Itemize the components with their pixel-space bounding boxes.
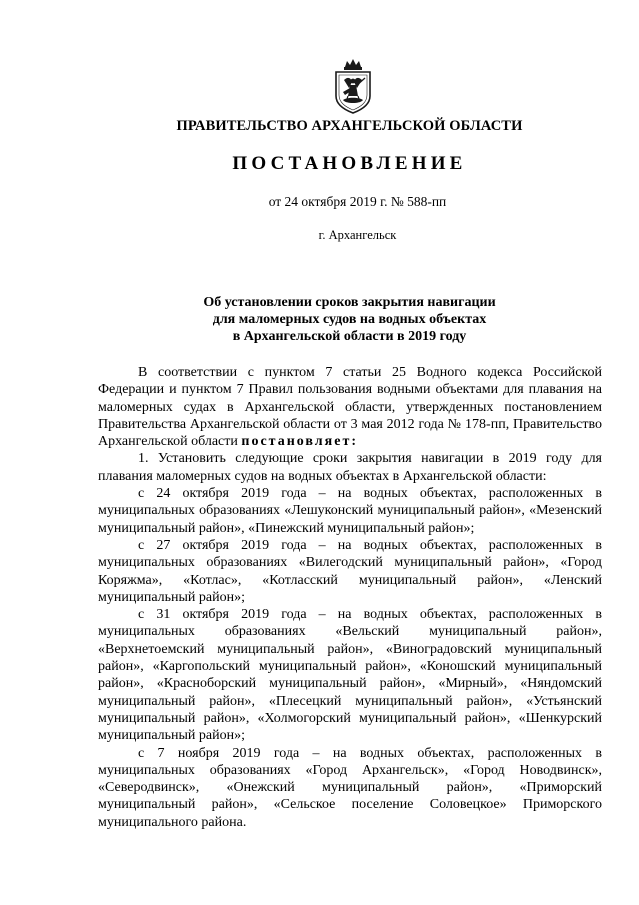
subject-line: для маломерных судов на водных объектах <box>212 312 487 327</box>
deadline-paragraph: с 7 ноября 2019 года – на водных объектах, расположенных в муниципальных образованиях «Город Архангельск», «Город Новодвинск», «Северодвинск», «Онежский муниципальный район», «Приморский муниципальный район», «Сельское поселение Соловецкое» Приморского муниципального района. <box>98 745 602 830</box>
document-city: г. Архангельск <box>318 228 397 242</box>
preamble-text: В соответствии с пунктом 7 статьи 25 Водного кодекса Российской Федерации и пунктом 7 Правил пользования водными объектами для плавания на маломерных судах в Архангельской области, утвержденных постановлением Правительства Архангельской области от 3 мая 2012 года № 178-пп, Правительство Архангельской области <box>98 365 602 450</box>
coat-of-arms-icon <box>330 58 376 114</box>
document-date-number: от 24 октября 2019 г. № 588-пп <box>268 194 447 209</box>
item-1-paragraph: 1. Установить следующие сроки закрытия навигации в 2019 году для плавания маломерных судов на водных объектах в Архангельской области: <box>98 451 602 484</box>
subject-line: в Архангельской области в 2019 году <box>232 329 467 344</box>
deadline-paragraph: с 24 октября 2019 года – на водных объектах, расположенных в муниципальных образованиях «Лешуконский муниципальный район», «Мезенский муниципальный район», «Пинежский муниципальный район»; <box>98 486 602 536</box>
deadline-paragraph: с 27 октября 2019 года – на водных объектах, расположенных в муниципальных образованиях «Вилегодский муниципальный район», «Город Коряжма», «Котлас», «Котласский муниципальный район», «Ленский муниципальный район»; <box>98 537 602 605</box>
decree-colon: : <box>351 434 356 450</box>
subject-line: Об установлении сроков закрытия навигации <box>203 295 496 310</box>
document-type: ПОСТАНОВЛЕНИЕ <box>232 153 467 174</box>
document-subject <box>30 294 639 345</box>
decree-word: постановляет <box>241 434 352 450</box>
preamble-paragraph <box>98 364 602 450</box>
organization-title: ПРАВИТЕЛЬСТВО АРХАНГЕЛЬСКОЙ ОБЛАСТИ <box>176 118 523 134</box>
document-body <box>98 364 602 831</box>
deadline-paragraph: с 31 октября 2019 года – на водных объектах, расположенных в муниципальных образованиях «Вельский муниципальный район», «Верхнетоемский муниципальный район», «Виноградовский муниципальный район», «Каргопольский муниципальный район», «Коношский муниципальный район», «Красноборский муниципальный район», «Мирный», «Няндомский муниципальный район», «Плесецкий муниципальный район», «Устьянский муниципальный район», «Холмогорский муниципальный район», «Шенкурский муниципальный район»; <box>98 607 602 744</box>
